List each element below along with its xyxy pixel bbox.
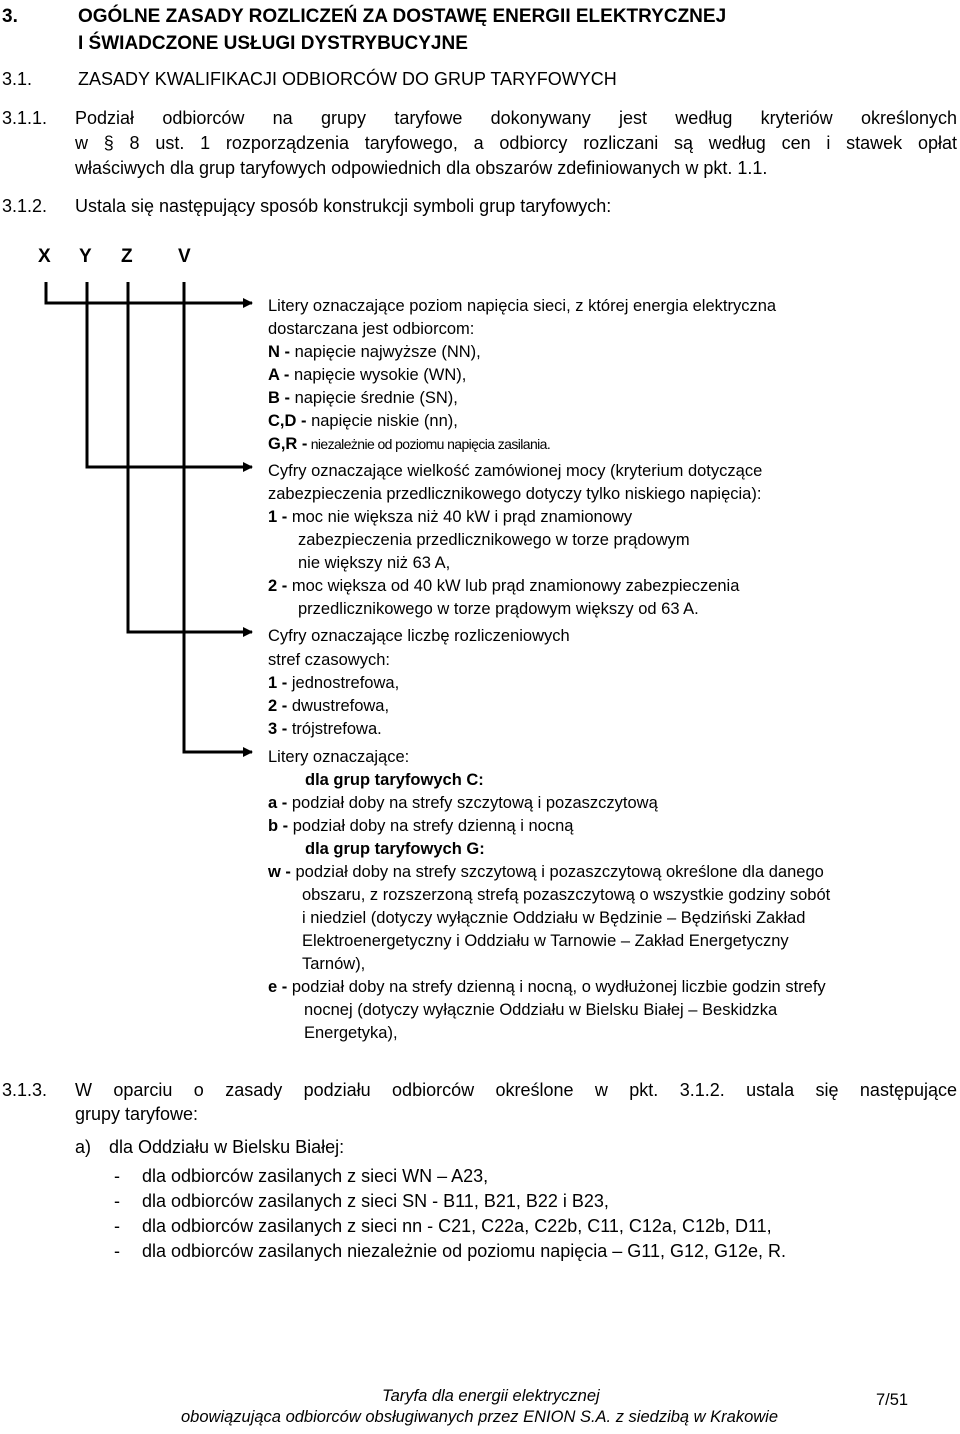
footer-title: Taryfa dla energii elektrycznej (382, 1387, 600, 1405)
section-number: 3. (2, 6, 18, 27)
block-x-item: A - napięcie wysokie (WN), (268, 366, 467, 384)
connector-z (128, 282, 252, 632)
list-dash: - (114, 1216, 120, 1236)
block-v-item-w-line4: Elektroenergetyczny i Oddziału w Tarnowie – Zakład Energetyczny (302, 932, 789, 950)
list-item: dla odbiorców zasilanych niezależnie od poziomu napięcia – G11, G12, G12e, R. (142, 1241, 787, 1261)
block-x-intro1: Litery oznaczające poziom napięcia sieci, z której energia elektryczna (268, 297, 777, 315)
symbol-x: X (38, 246, 51, 267)
block-y-item2: 2 - moc większa od 40 kW lub prąd znamionowy zabezpieczenia (268, 577, 740, 595)
p313-number: 3.1.3. (2, 1080, 48, 1100)
symbol-y: Y (79, 246, 92, 267)
block-z-item: 3 - trójstrefowa. (268, 720, 382, 738)
subsection-number: 3.1. (2, 69, 33, 89)
block-v-item-e-line2: nocnej (dotyczy wyłącznie Oddziału w Bielsku Białej – Beskidzka (304, 1001, 778, 1019)
section-title-line1: OGÓLNE ZASADY ROZLICZEŃ ZA DOSTAWĘ ENERGII ELEKTRYCZNEJ (78, 6, 727, 27)
block-v-group-g-heading: dla grup taryfowych G: (305, 840, 485, 858)
block-z-intro1: Cyfry oznaczające liczbę rozliczeniowych (268, 627, 570, 645)
block-v-item-w-line5: Tarnów), (302, 955, 366, 973)
p311-number: 3.1.1. (2, 108, 48, 128)
block-v-item-b: b - podział doby na strefy dzienną i nocną (268, 817, 574, 835)
p312-text: Ustala się następujący sposób konstrukcji symboli grup taryfowych: (75, 196, 612, 216)
footer-subtitle: obowiązująca odbiorców obsługiwanych przez ENION S.A. z siedzibą w Krakowie (181, 1408, 779, 1426)
block-y-item2-line2: przedlicznikowego w torze prądowym większy od 63 A. (298, 600, 699, 618)
p313-line1: W oparciu o zasady podziału odbiorców określone w pkt. 3.1.2. ustala się następujące (75, 1080, 957, 1100)
block-x-item: N - napięcie najwyższe (NN), (268, 343, 481, 361)
list-item: dla odbiorców zasilanych z sieci WN – A23, (142, 1166, 489, 1186)
block-v-item-a: a - podział doby na strefy szczytową i pozaszczytową (268, 794, 658, 812)
block-x-item: G,R - niezależnie od poziomu napięcia zasilania. (268, 435, 551, 453)
list-dash: - (114, 1241, 120, 1261)
p311-line1: Podział odbiorców na grupy taryfowe dokonywany jest według kryteriów określonych (75, 108, 957, 128)
block-y-item1-line2: zabezpieczenia przedlicznikowego w torze prądowym (298, 531, 690, 549)
list-item: dla odbiorców zasilanych z sieci SN - B11, B21, B22 i B23, (142, 1191, 609, 1211)
block-y-item1: 1 - moc nie większa niż 40 kW i prąd znamionowy (268, 508, 633, 526)
connector-x (46, 282, 252, 303)
list-dash: - (114, 1166, 120, 1186)
symbol-v: V (178, 246, 191, 267)
p311-line2: w § 8 ust. 1 rozporządzenia taryfowego, a odbiorcy rozliczani są według cen i stawek opłat (75, 133, 957, 153)
connector-y (87, 282, 252, 467)
block-v-group-c-heading: dla grup taryfowych C: (305, 771, 484, 789)
block-y-intro1: Cyfry oznaczające wielkość zamówionej mocy (kryterium dotyczące (268, 462, 763, 480)
block-x-intro2: dostarczana jest odbiorcom: (268, 320, 475, 338)
connector-v (184, 282, 252, 752)
symbol-z: Z (121, 246, 133, 267)
block-v-item-e: e - podział doby na strefy dzienną i nocną, o wydłużonej liczbie godzin strefy (268, 978, 826, 996)
p313-line2: grupy taryfowe: (75, 1104, 199, 1124)
page-number: 7/51 (876, 1391, 909, 1409)
block-v-item-e-line3: Energetyka), (304, 1024, 398, 1042)
p312-number: 3.1.2. (2, 196, 48, 216)
block-y-intro2: zabezpieczenia przedlicznikowego dotyczy tylko niskiego napięcia): (268, 485, 762, 503)
p313-sub-a-text: dla Oddziału w Bielsku Białej: (109, 1137, 345, 1157)
p313-sub-a-label: a) (75, 1137, 92, 1157)
block-z-intro2: stref czasowych: (268, 651, 390, 669)
subsection-title: ZASADY KWALIFIKACJI ODBIORCÓW DO GRUP TARYFOWYCH (78, 69, 617, 89)
block-x-item: B - napięcie średnie (SN), (268, 389, 458, 407)
block-y-item1-line3: nie większy niż 63 A, (298, 554, 451, 572)
list-dash: - (114, 1191, 120, 1211)
section-title-line2: I ŚWIADCZONE USŁUGI DYSTRYBUCYJNE (78, 33, 468, 54)
block-x-item: C,D - napięcie niskie (nn), (268, 412, 458, 430)
block-v-item-w-line2: obszaru, z rozszerzoną strefą pozaszczytową o wszystkie godziny sobót (302, 886, 831, 904)
block-v-intro: Litery oznaczające: (268, 748, 410, 766)
list-item: dla odbiorców zasilanych z sieci nn - C21, C22a, C22b, C11, C12a, C12b, D11, (142, 1216, 772, 1236)
block-z-item: 1 - jednostrefowa, (268, 674, 400, 692)
block-v-item-w: w - podział doby na strefy szczytową i pozaszczytową określone dla danego (268, 863, 824, 881)
block-z-item: 2 - dwustrefowa, (268, 697, 390, 715)
p311-line3: właściwych dla grup taryfowych odpowiednich dla obszarów zdefiniowanych w pkt. 1.1. (75, 158, 768, 178)
block-v-item-w-line3: i niedziel (dotyczy wyłącznie Oddziału w Będzinie – Będziński Zakład (302, 909, 806, 927)
